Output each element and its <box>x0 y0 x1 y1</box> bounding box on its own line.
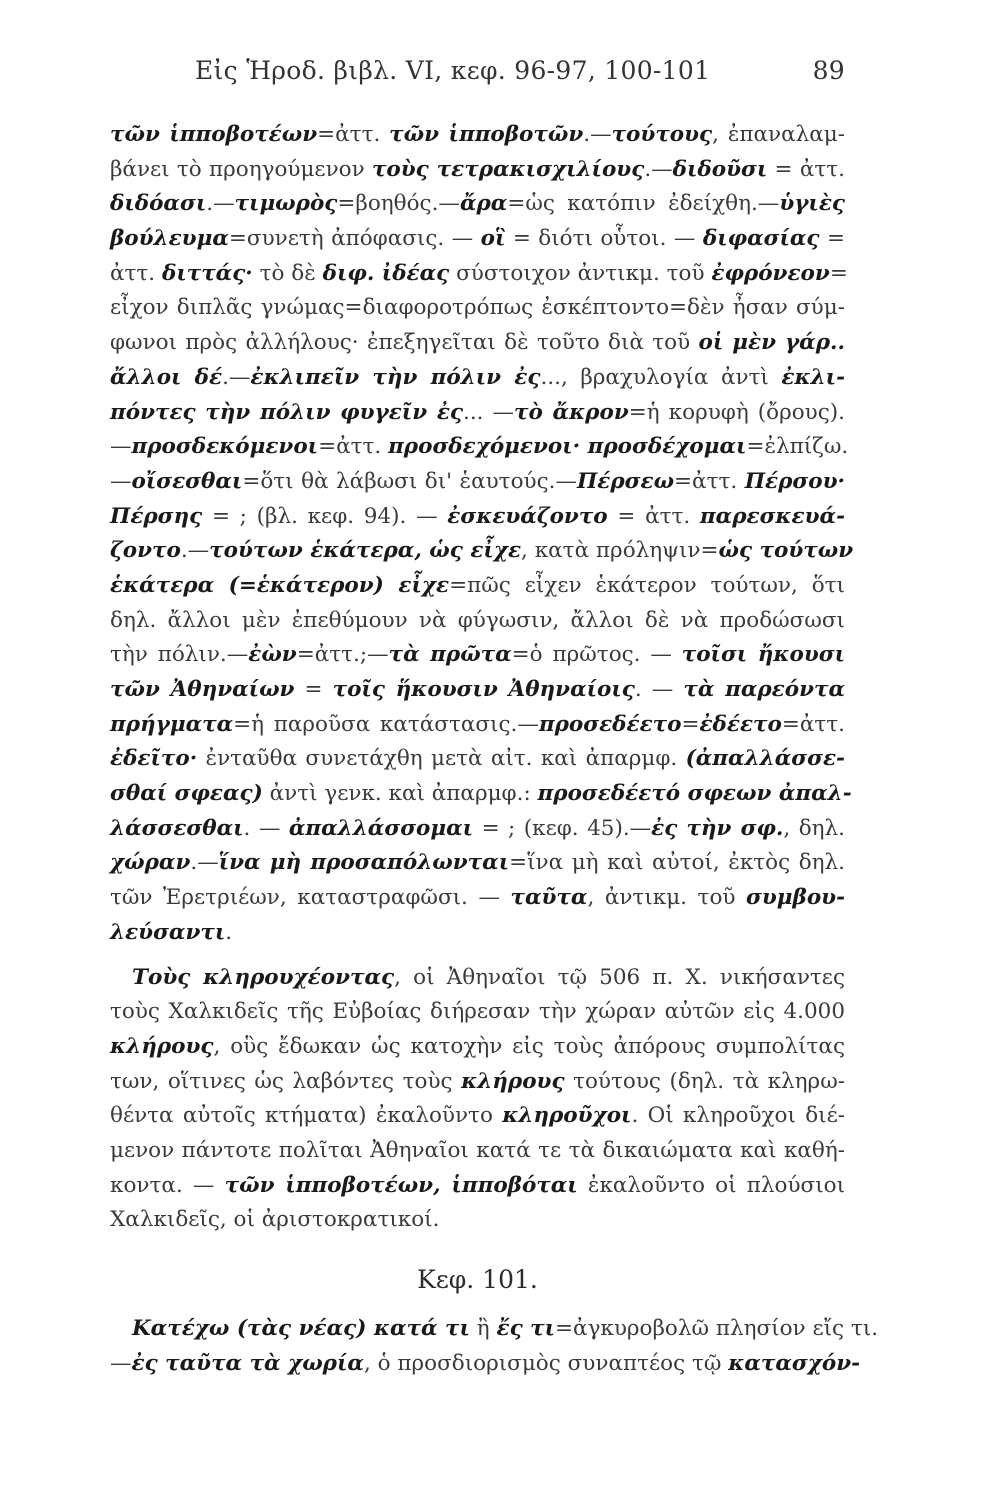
lemma-term: ἀπαλλάσσομαι <box>288 815 474 841</box>
lemma-term: ἐκλι- <box>781 364 845 390</box>
gloss-text: = διότι οὗτοι. — <box>505 226 703 252</box>
lemma-term: λεύσαντι <box>110 919 226 945</box>
lemma-term: προσδεκόμενοι <box>131 434 319 460</box>
text-line <box>110 673 845 708</box>
text-line <box>110 396 845 431</box>
gloss-text: =πῶς εἶχεν ἑκάτερον τούτων, ὅτι <box>449 572 845 598</box>
gloss-text: , κατὰ πρόληψιν= <box>521 538 719 564</box>
text-line <box>110 1099 845 1134</box>
gloss-text: .— <box>180 538 210 564</box>
text-line <box>110 1065 845 1100</box>
gloss-text: των, οἵτινες ὡς λαβόντες τοὺς <box>110 1068 462 1094</box>
gloss-text: =ὡς κατόπιν ἐδείχθη.— <box>507 191 780 217</box>
gloss-text: =ἡ κορυφὴ (ὄρους). <box>628 399 845 425</box>
lemma-term: τῶν Ἀθηναίων <box>110 677 295 702</box>
text-line <box>110 118 845 153</box>
lemma-term: κληροῦχοι <box>502 1103 632 1129</box>
lemma-term: τὸ ἄκρον <box>514 399 629 425</box>
text-line <box>110 326 845 361</box>
gloss-text: φωνοι πρὸς ἀλλήλους· ἐπεξηγεῖται δὲ τοῦτο διὰ τοῦ <box>110 330 699 356</box>
gloss-text: τοὺς Χαλκιδεῖς τῆς Εὐβοίας διήρεσαν τὴν χώραν αὐτῶν εἰς 4.000 <box>110 999 845 1025</box>
lemma-term: ἐκλιπεῖν τὴν πόλιν ἐς <box>250 364 541 390</box>
gloss-text: , ἀντικμ. τοῦ <box>587 885 747 911</box>
text-line <box>110 604 845 639</box>
gloss-text: =βοηθός.— <box>337 191 460 217</box>
lemma-term: τὰ παρεόντα <box>683 677 846 702</box>
lemma-term: κατασχόν- <box>728 1350 861 1376</box>
lemma-term: διφασίας <box>702 226 820 252</box>
lemma-term: ἐς τὴν σφ. <box>651 815 784 841</box>
text-line <box>110 1134 845 1169</box>
lemma-term: κλήρους <box>110 1033 214 1059</box>
lemma-term: ἑκάτερα (=ἑκάτερον) εἶχε <box>110 572 450 598</box>
gloss-text: . Οἱ κληροῦχοι διέ- <box>631 1103 845 1129</box>
lemma-term: Τοὺς κληρουχέοντας <box>132 964 395 990</box>
lemma-term: τούτους <box>611 122 713 147</box>
paragraph-notes-ch-96-100 <box>110 118 854 951</box>
text-line <box>110 961 845 996</box>
gloss-text: , οἱ Ἀθηναῖοι τῷ 506 π. Χ. νικήσαντες <box>394 964 845 990</box>
lemma-term: λάσσεσθαι <box>110 815 244 841</box>
gloss-text: ... — <box>462 399 515 425</box>
lemma-term: τοῖς ἥκουσιν Ἀθηναίοις <box>332 677 635 702</box>
lemma-term: (ἀπαλλάσσε- <box>685 746 845 772</box>
lemma-term: τούτων ἑκάτερα, ὡς εἶχε <box>209 538 522 564</box>
gloss-text: , οὓς ἔδωκαν ὡς κατοχὴν εἰς τοὺς ἀπόρους συμπολίτας <box>213 1033 845 1059</box>
gloss-text: = ἀττ. <box>607 503 700 529</box>
text-line <box>110 812 845 847</box>
lemma-term: βούλευμα <box>110 226 229 252</box>
running-header <box>110 56 845 90</box>
gloss-text: = <box>681 711 700 737</box>
lemma-term: ἄρα <box>459 191 508 217</box>
text-line <box>110 708 845 743</box>
lemma-term: ἐσκευάζοντο <box>447 503 608 529</box>
gloss-text: =συνετὴ ἀπόφασις. — <box>228 226 481 252</box>
paragraph-ch-101 <box>110 1312 879 1381</box>
lemma-term: ἔς τι <box>496 1316 556 1341</box>
lemma-term: ζοντο <box>110 538 181 564</box>
lemma-term: διφ. ἰδέας <box>322 260 450 286</box>
gloss-text: σύστοιχον ἀντικμ. τοῦ <box>449 260 712 286</box>
gloss-text: . <box>225 919 233 945</box>
text-line <box>110 569 845 604</box>
gloss-text: εἶχον διπλᾶς γνώμας=διαφοροτρόπως ἐσκέπτοντο=δὲν ἦσαν σύμ- <box>110 295 845 321</box>
gloss-text: =ἀττ. <box>318 434 389 460</box>
text-line <box>110 1347 861 1382</box>
gloss-text: .— <box>644 156 673 182</box>
text-line <box>110 153 845 188</box>
text-line <box>110 430 849 465</box>
page-number: 89 <box>812 56 845 85</box>
text-line <box>110 465 845 500</box>
text-line <box>110 1169 845 1204</box>
lemma-term: τῶν ἱπποβοτῶν <box>389 122 584 147</box>
lemma-term: ἐφρόνεον <box>711 260 830 286</box>
gloss-text: τὸ δὲ <box>252 260 323 286</box>
lemma-term: οἱ μὲν γάρ.. <box>698 330 845 356</box>
chapter-heading: Κεφ. 101. <box>417 1265 538 1294</box>
lemma-term: Πέρσου· <box>744 468 845 494</box>
gloss-text: ἐνταῦθα συνετάχθη μετὰ αἰτ. καὶ ἀπαρμφ. <box>197 746 686 772</box>
gloss-text: =ἐλπίζω. <box>746 434 849 460</box>
lemma-term: ἵνα μὴ προσαπόλωνται <box>218 850 510 876</box>
text-line <box>110 995 845 1030</box>
gloss-text: — <box>110 1350 132 1376</box>
gloss-text: τῶν Ἐρετριέων, καταστραφῶσι. — <box>110 885 511 911</box>
lemma-term: διδοῦσι <box>672 156 768 182</box>
gloss-text: .— <box>583 122 612 147</box>
lemma-term: ὡς τούτων <box>718 538 854 564</box>
lemma-term: Πέρσης <box>110 503 203 529</box>
gloss-text: =ἵνα μὴ καὶ αὐτοί, ἐκτὸς δηλ. <box>509 850 846 876</box>
running-title: Εἰς Ἡροδ. βιβλ. VI, κεφ. 96-97, 100-101 <box>195 56 711 85</box>
text-line <box>110 291 845 326</box>
lemma-term: ἄλλοι δέ <box>110 364 223 390</box>
lemma-term: τὰ πρῶτα <box>388 642 512 668</box>
lemma-term: σθαί σφεας) <box>110 781 263 807</box>
text-line <box>110 1030 845 1065</box>
gloss-text: =ὁ πρῶτος. — <box>511 642 682 668</box>
gloss-text: τούτους (δηλ. τὰ κληρω- <box>564 1068 845 1094</box>
gloss-text: ἐκαλοῦντο οἱ πλούσιοι <box>577 1172 845 1198</box>
gloss-text: ..., βραχυλογία ἀντὶ <box>540 364 782 390</box>
gloss-text: .— <box>206 191 235 217</box>
lemma-term: προσεδέετό σφεων ἀπαλ- <box>537 781 852 807</box>
lemma-term: Κατέχω (τὰς νέας) κατά τι <box>132 1316 470 1341</box>
gloss-text: , ὁ προσδιορισμὸς συναπτέος τῷ <box>363 1350 729 1376</box>
lemma-term: προσδεχόμενοι· προσδέχομαι <box>388 434 747 460</box>
lemma-term: κλήρους <box>461 1068 565 1094</box>
lemma-term: ἐὼν <box>248 642 297 668</box>
gloss-text: =ἀττ. <box>781 711 845 737</box>
gloss-text: =ὅτι θὰ λάβωσι δι' ἑαυτούς.— <box>242 468 577 494</box>
chapter-heading-block <box>110 1258 845 1302</box>
text-line <box>110 777 852 812</box>
gloss-text: = <box>819 226 845 252</box>
lemma-term: τοῖσι ἤκουσι <box>681 642 845 668</box>
lemma-term: οἴσεσθαι <box>131 468 243 494</box>
gloss-text: =ἀττ.;— <box>296 642 389 668</box>
gloss-text: = <box>294 677 333 702</box>
gloss-text: .— <box>222 364 251 390</box>
gloss-text: =ἀττ. <box>674 468 745 494</box>
gloss-text: .— <box>190 850 219 876</box>
gloss-text: = ἀττ. <box>767 156 846 182</box>
commentary-text <box>110 118 879 1381</box>
lemma-term: πόντες τὴν πόλιν φυγεῖν ἐς <box>110 399 463 425</box>
gloss-text: Χαλκιδεῖς, οἱ ἀριστοκρατικοί. <box>110 1207 440 1233</box>
text-line <box>110 881 845 916</box>
gloss-text: . — <box>243 815 289 841</box>
paragraph-klerouchoi <box>110 961 845 1239</box>
lemma-term: ἐδεῖτο· <box>110 746 198 772</box>
lemma-term: ὑγιὲς <box>779 191 845 217</box>
lemma-term: διττάς· <box>161 260 253 286</box>
lemma-term: συμβου- <box>746 885 845 911</box>
gloss-text: ἢ <box>469 1316 497 1341</box>
text-line <box>110 1312 879 1347</box>
lemma-term: ἐδέετο <box>699 711 782 737</box>
gloss-text: = <box>829 260 848 286</box>
text-line <box>110 187 845 222</box>
gloss-text: τὴν πόλιν.— <box>110 642 249 668</box>
gloss-text: , ἐπαναλαμ- <box>712 122 846 147</box>
gloss-text: , δηλ. <box>783 815 845 841</box>
lemma-term: πρήγματα <box>110 711 234 737</box>
lemma-term: ταῦτα <box>510 885 588 911</box>
gloss-text: ἀττ. <box>110 260 162 286</box>
gloss-text: δηλ. ἄλλοι μὲν ἐπεθύμουν νὰ φύγωσιν, ἄλλοι δὲ νὰ προδώσωσι <box>110 607 845 633</box>
gloss-text: =ἀττ. <box>317 122 390 147</box>
lemma-term: τῶν ἱπποβοτέων <box>110 122 318 147</box>
gloss-text: = ; (βλ. κεφ. 94). — <box>202 503 448 529</box>
gloss-text: μενον πάντοτε πολῖται Ἀθηναῖοι κατά τε τὰ δικαιώματα καὶ καθή- <box>110 1137 845 1163</box>
lemma-term: Πέρσεω <box>576 468 675 494</box>
gloss-text: =ἀγκυροβολῶ πλησίον εἴς τι. <box>555 1316 879 1341</box>
text-line <box>110 257 848 292</box>
lemma-term: προσεδέετο <box>538 711 682 737</box>
text-line <box>110 1203 845 1238</box>
text-line <box>110 916 845 951</box>
gloss-text: — <box>110 468 132 494</box>
text-line <box>110 534 854 569</box>
gloss-text: κοντα. — <box>110 1172 225 1198</box>
lemma-term: παρεσκευά- <box>699 503 845 529</box>
text-line <box>110 638 845 673</box>
gloss-text: ἀντὶ γενκ. καὶ ἀπαρμφ.: <box>262 781 538 807</box>
gloss-text: . — <box>634 677 684 702</box>
lemma-term: χώραν <box>110 850 191 876</box>
lemma-term: τῶν ἱπποβοτέων, ἱπποβόται <box>224 1172 578 1198</box>
gloss-text: — <box>110 434 132 460</box>
text-line <box>110 361 845 396</box>
text-line <box>110 500 845 535</box>
text-line <box>110 846 845 881</box>
gloss-text: θέντα αὐτοῖς κτήματα) ἐκαλοῦντο <box>110 1103 503 1129</box>
lemma-term: ἐς ταῦτα τὰ χωρία <box>131 1350 364 1376</box>
lemma-term: οἳ <box>480 226 506 252</box>
lemma-term: διδόασι <box>110 191 207 217</box>
text-line <box>110 222 845 257</box>
lemma-term: τοὺς τετρακισχιλίους <box>371 156 645 182</box>
gloss-text: =ἡ παροῦσα κατάστασις.— <box>233 711 539 737</box>
gloss-text: = ; (κεφ. 45).— <box>473 815 652 841</box>
gloss-text: βάνει τὸ προηγούμενον <box>110 156 372 182</box>
lemma-term: τιμωρὸς <box>234 191 338 217</box>
text-line <box>110 742 845 777</box>
